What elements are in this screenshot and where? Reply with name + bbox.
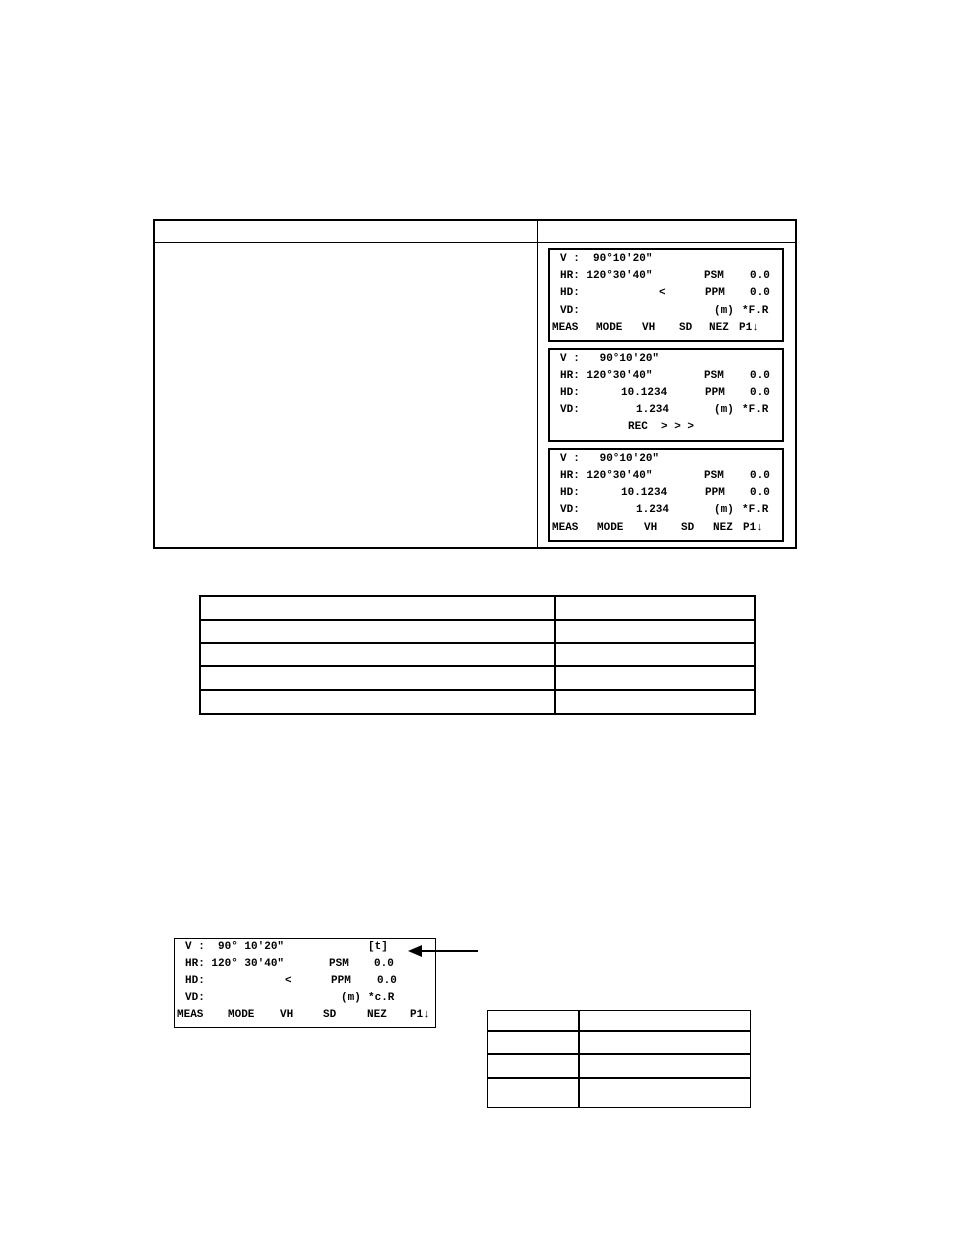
lcd-psm-value: 0.0 — [750, 370, 770, 382]
lcd-hd-value: < — [659, 287, 666, 299]
lcd-psm-value: 0.0 — [374, 958, 394, 970]
lcd-line-v: V : 90°10'20" — [560, 453, 660, 465]
lcd-line-vd: VD: — [560, 305, 580, 317]
lcd-display-1 — [548, 248, 784, 342]
lcd-line-hr: HR: 120°30'40" — [560, 470, 653, 482]
lcd-ppm-value: 0.0 — [377, 975, 397, 987]
softkey-sd: SD — [323, 1009, 337, 1021]
softkey-meas: MEAS — [552, 322, 579, 334]
lcd-psm-label: PSM — [704, 470, 724, 482]
lcd-vd-value: 1.234 — [636, 404, 670, 416]
table-column-divider — [578, 1011, 580, 1107]
lcd-ppm-value: 0.0 — [750, 287, 770, 299]
lcd-mode: *F.R — [742, 305, 769, 317]
lcd-display-2 — [548, 348, 784, 442]
lcd-psm-value: 0.0 — [750, 270, 770, 282]
key-table — [199, 595, 756, 715]
table-column-divider — [554, 597, 556, 713]
lcd-unit: (m) — [714, 504, 734, 516]
lcd-unit: (m) — [341, 992, 361, 1004]
lcd-hd-value: < — [285, 975, 292, 987]
lcd-psm-label: PSM — [704, 270, 724, 282]
table-row-divider — [201, 619, 754, 621]
table-row-divider — [201, 642, 754, 644]
lcd-psm-value: 0.0 — [750, 470, 770, 482]
indicator-table — [487, 1010, 751, 1108]
lcd-mode: *F.R — [742, 404, 769, 416]
lcd-ppm-label: PPM — [705, 287, 725, 299]
lcd-line-v: V : 90°10'20" — [560, 353, 660, 365]
lcd-line-hd: HD: — [560, 387, 580, 399]
lcd-line-vd: VD: — [560, 504, 580, 516]
softkey-vh: VH — [642, 322, 656, 334]
softkey-mode: MODE — [597, 522, 624, 534]
lcd-hd-value: 10.1234 — [621, 387, 668, 399]
table-column-divider — [537, 221, 538, 547]
pointer-arrow-line — [420, 950, 478, 952]
softkey-mode: MODE — [596, 322, 623, 334]
softkey-meas: MEAS — [552, 522, 579, 534]
lcd-rec-status: REC > > > — [628, 421, 695, 433]
softkey-page: P1↓ — [739, 322, 759, 334]
lcd-ppm-value: 0.0 — [750, 487, 770, 499]
softkey-sd: SD — [681, 522, 695, 534]
arrow-left-icon — [408, 945, 422, 957]
operation-table — [153, 219, 797, 549]
lcd-tilt-indicator: [t] — [368, 941, 388, 953]
softkey-nez: NEZ — [709, 322, 729, 334]
softkey-vh: VH — [644, 522, 658, 534]
lcd-mode: *c.R — [368, 992, 395, 1004]
lcd-display-4 — [174, 938, 436, 1028]
lcd-vd-value: 1.234 — [636, 504, 670, 516]
table-row-divider — [201, 689, 754, 691]
softkey-meas: MEAS — [177, 1009, 204, 1021]
table-header-divider — [155, 242, 795, 243]
lcd-line-vd: VD: — [185, 992, 205, 1004]
lcd-line-hd: HD: — [560, 287, 580, 299]
lcd-line-hr: HR: 120° 30'40" — [185, 958, 285, 970]
softkey-nez: NEZ — [367, 1009, 387, 1021]
lcd-psm-label: PSM — [329, 958, 349, 970]
table-row-divider — [488, 1030, 750, 1032]
lcd-line-hd: HD: — [560, 487, 580, 499]
lcd-ppm-value: 0.0 — [750, 387, 770, 399]
softkey-nez: NEZ — [713, 522, 733, 534]
lcd-ppm-label: PPM — [705, 487, 725, 499]
lcd-line-hd: HD: — [185, 975, 205, 987]
table-row-divider — [201, 665, 754, 667]
table-row-divider — [488, 1077, 750, 1079]
softkey-page: P1↓ — [743, 522, 763, 534]
lcd-mode: *F.R — [742, 504, 769, 516]
softkey-sd: SD — [679, 322, 693, 334]
lcd-ppm-label: PPM — [705, 387, 725, 399]
lcd-line-v: V : 90° 10'20" — [185, 941, 285, 953]
softkey-mode: MODE — [228, 1009, 255, 1021]
lcd-display-3 — [548, 448, 784, 542]
lcd-line-hr: HR: 120°30'40" — [560, 270, 653, 282]
lcd-line-hr: HR: 120°30'40" — [560, 370, 653, 382]
lcd-line-v: V : 90°10'20" — [560, 253, 653, 265]
table-row-divider — [488, 1053, 750, 1055]
softkey-page: P1↓ — [410, 1009, 430, 1021]
softkey-vh: VH — [280, 1009, 294, 1021]
lcd-unit: (m) — [714, 305, 734, 317]
lcd-hd-value: 10.1234 — [621, 487, 668, 499]
lcd-psm-label: PSM — [704, 370, 724, 382]
lcd-line-vd: VD: — [560, 404, 580, 416]
lcd-ppm-label: PPM — [331, 975, 351, 987]
lcd-unit: (m) — [714, 404, 734, 416]
